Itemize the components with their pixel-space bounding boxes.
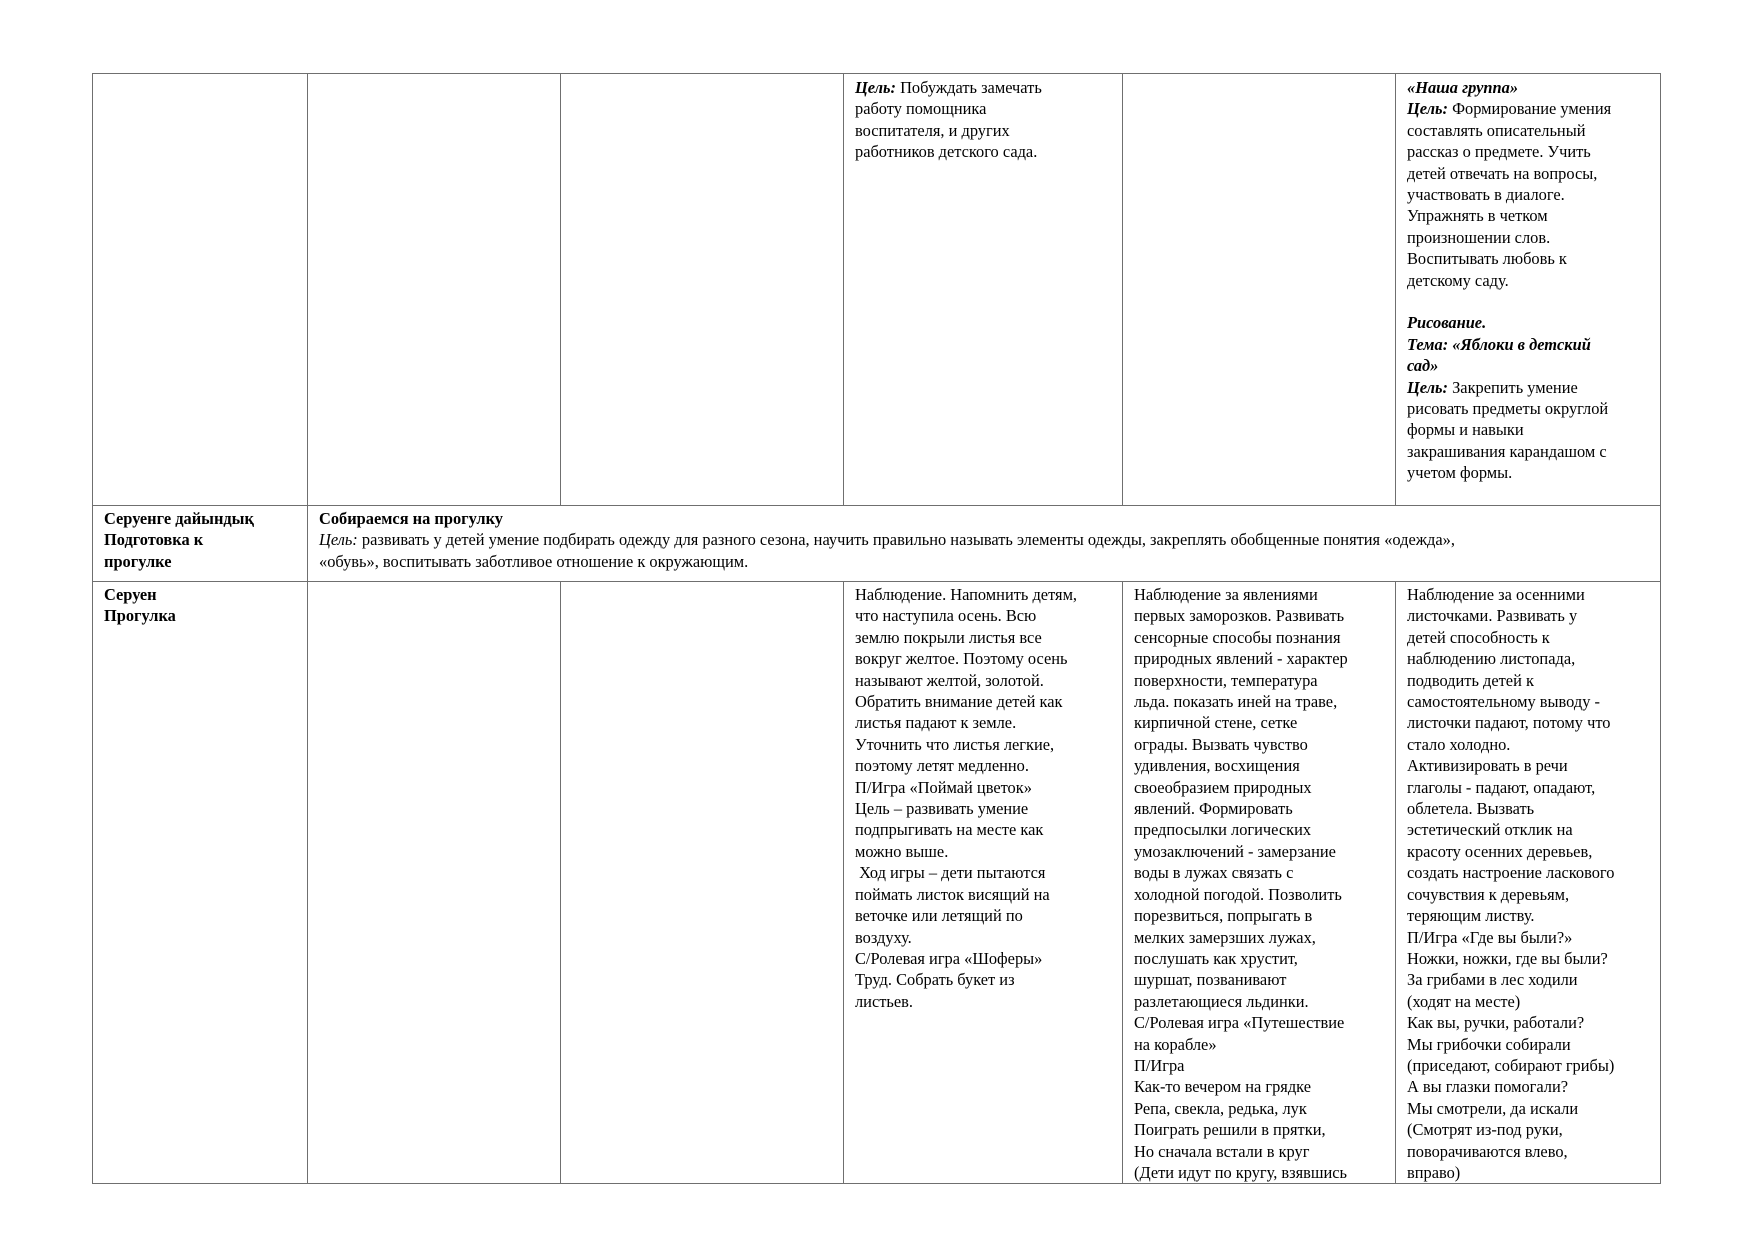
walk-text-line: П/Игра — [1134, 1055, 1185, 1075]
walk-text-line: Наблюдение за явлениями — [1134, 585, 1318, 604]
walk-text-line: П/Игра «Поймай цветок» — [855, 777, 1032, 797]
goal-line: работников детского сада. — [855, 142, 1038, 162]
walk-text-line: Активизировать в речи — [1407, 756, 1568, 776]
walk-text-line: льда. показать иней на траве, — [1134, 692, 1338, 712]
walk-text-line: Уточнить что листья легкие, — [855, 734, 1055, 754]
goal-line: учетом формы. — [1407, 463, 1513, 483]
walk-text-line: Труд. Собрать букет из — [855, 970, 1015, 990]
row-label-line: Подготовка к — [104, 530, 204, 550]
drawing-title: Рисование. — [1407, 313, 1487, 333]
walk-text-line: листочки падают, потому что — [1407, 713, 1611, 733]
walk-text-line: Но сначала встали в круг — [1134, 1141, 1310, 1161]
walk-text-line: За грибами в лес ходили — [1407, 970, 1578, 990]
row-label-line: Серуенге дайындық — [104, 509, 254, 528]
walk-text-line: поворачиваются влево, — [1407, 1141, 1568, 1161]
walk-text-line: поверхности, температура — [1134, 670, 1318, 690]
walk-text-line: Ход игры – дети пытаются — [855, 863, 1046, 883]
walk-text-line: землю покрыли листья все — [855, 627, 1042, 647]
goal-line: Упражнять в четком — [1407, 206, 1548, 226]
goal-line: детскому саду. — [1407, 270, 1509, 290]
walk-row-col2-cell — [307, 581, 561, 1184]
walk-text-line: красоту осенних деревьев, — [1407, 841, 1593, 861]
walk-text-line: можно выше. — [855, 841, 949, 861]
walk-text-line: наблюдению листопада, — [1407, 649, 1576, 669]
walk-text-line: (приседают, собирают грибы) — [1407, 1055, 1615, 1075]
walk-row-col6-cell — [1395, 581, 1661, 1184]
walk-text-line: (Смотрят из-под руки, — [1407, 1120, 1563, 1140]
walk-text-line: листочками. Развивать у — [1407, 606, 1578, 626]
walk-text-line: Репа, свекла, редька, лук — [1134, 1098, 1307, 1118]
walk-text-line: (Дети идут по кругу, взявшись — [1134, 1162, 1348, 1182]
goal-line: Закрепить умение — [1452, 377, 1578, 397]
walk-text-line: называют желтой, золотой. — [855, 670, 1044, 690]
goal-line: работу помощника — [855, 99, 987, 119]
walk-text-line: эстетический отклик на — [1407, 820, 1573, 840]
walk-row-col4-cell — [843, 581, 1123, 1184]
walk-text-line: Мы грибочки собирали — [1407, 1034, 1571, 1054]
walk-text-line: самостоятельному выводу - — [1407, 692, 1600, 712]
row-label-line: Прогулка — [104, 606, 176, 626]
prep-row-label-cell — [92, 505, 308, 582]
top-row-col4-cell — [843, 73, 1123, 506]
walk-text-line: шуршат, позванивают — [1134, 970, 1287, 990]
walk-text-line: стало холодно. — [1407, 734, 1511, 754]
goal-line: воспитателя, и других — [855, 120, 1010, 140]
goal-line: рассказ о предмете. Учить — [1407, 142, 1591, 162]
goal-line: Побуждать замечать — [900, 78, 1042, 97]
goal-label: Цель: — [855, 78, 896, 97]
walk-text-line: Мы смотрели, да искали — [1407, 1098, 1579, 1118]
goal-label: Цель: — [1407, 377, 1448, 397]
walk-text-line: первых заморозков. Развивать — [1134, 606, 1345, 626]
walk-text-line: разлетающиеся льдинки. — [1134, 991, 1309, 1011]
prep-title: Собираемся на прогулку — [319, 509, 503, 528]
walk-text-line: Цель – развивать умение — [855, 799, 1029, 819]
walk-text-line: порезвиться, попрыгать в — [1134, 906, 1313, 926]
goal-line: составлять описательный — [1407, 120, 1586, 140]
goal-line: произношении слов. — [1407, 227, 1551, 247]
walk-text-line: создать настроение ласкового — [1407, 863, 1615, 883]
walk-text-line: на корабле» — [1134, 1034, 1217, 1054]
goal-line: Воспитывать любовь к — [1407, 249, 1567, 269]
goal-text: «обувь», воспитывать заботливое отношение к окружающим. — [319, 551, 749, 571]
walk-text-line: Наблюдение за осенними — [1407, 585, 1585, 604]
walk-row-col3-cell — [560, 581, 844, 1184]
walk-text-line: (ходят на месте) — [1407, 991, 1521, 1011]
spacer — [1407, 291, 1650, 312]
walk-text-line: что наступила осень. Всю — [855, 606, 1037, 626]
walk-text-line: мелких замерзших лужах, — [1134, 927, 1316, 947]
walk-text-line: глаголы - падают, опадают, — [1407, 777, 1596, 797]
walk-row-label-cell — [92, 581, 308, 1184]
walk-text-line: ограды. Вызвать чувство — [1134, 734, 1308, 754]
walk-text-line: Ножки, ножки, где вы были? — [1407, 948, 1608, 968]
goal-line: закрашивания карандашом с — [1407, 441, 1607, 461]
walk-text-line: листьев. — [855, 991, 913, 1011]
walk-text-line: листья падают к земле. — [855, 713, 1017, 733]
walk-text-line: кирпичной стене, сетке — [1134, 713, 1298, 733]
walk-text-line: подводить детей к — [1407, 670, 1534, 690]
walk-text-line: послушать как хрустит, — [1134, 948, 1298, 968]
walk-text-line: А вы глазки помогали? — [1407, 1077, 1569, 1097]
walk-text-line: сенсорные способы познания — [1134, 627, 1341, 647]
walk-text-line: вправо) — [1407, 1162, 1461, 1182]
top-row-col1-cell — [92, 73, 308, 506]
walk-text-line: Как-то вечером на грядке — [1134, 1077, 1311, 1097]
walk-text-line: воздуху. — [855, 927, 912, 947]
theme-line: Тема: «Яблоки в детский — [1407, 334, 1591, 354]
walk-text-line: Как вы, ручки, работали? — [1407, 1013, 1585, 1033]
walk-text-line: подпрыгивать на месте как — [855, 820, 1044, 840]
walk-text-line: воды в лужах связать с — [1134, 863, 1294, 883]
top-row-col3-cell — [560, 73, 844, 506]
goal-label: Цель: — [319, 530, 358, 550]
row-label-line: прогулке — [104, 551, 172, 571]
goal-label: Цель: — [1407, 99, 1448, 119]
walk-text-line: Наблюдение. Напомнить детям, — [855, 585, 1078, 604]
walk-text-line: Поиграть решили в прятки, — [1134, 1120, 1326, 1140]
walk-text-line: сочувствия к деревьям, — [1407, 884, 1570, 904]
top-row-col2-cell — [307, 73, 561, 506]
row-label-line: Серуен — [104, 585, 157, 604]
walk-row-col5-cell — [1122, 581, 1396, 1184]
walk-text-line: Обратить внимание детей как — [855, 692, 1063, 712]
walk-text-line: П/Игра «Где вы были?» — [1407, 927, 1573, 947]
walk-text-line: своеобразием природных — [1134, 777, 1312, 797]
goal-line: детей отвечать на вопросы, — [1407, 163, 1598, 183]
top-row-col5-cell — [1122, 73, 1396, 506]
goal-line: участвовать в диалоге. — [1407, 185, 1565, 205]
walk-text-line: поймать листок висящий на — [855, 884, 1050, 904]
walk-text-line: облетела. Вызвать — [1407, 799, 1535, 819]
walk-text-line: С/Ролевая игра «Путешествие — [1134, 1013, 1345, 1033]
goal-line: формы и навыки — [1407, 420, 1524, 440]
walk-text-line: вокруг желтое. Поэтому осень — [855, 649, 1068, 669]
walk-text-line: удивления, восхищения — [1134, 756, 1300, 776]
walk-text-line: холодной погодой. Позволить — [1134, 884, 1342, 904]
walk-text-line: теряющим листву. — [1407, 906, 1535, 926]
top-row-col6-cell — [1395, 73, 1661, 506]
walk-text-line: С/Ролевая игра «Шоферы» — [855, 948, 1043, 968]
theme-line: сад» — [1407, 356, 1439, 376]
walk-text-line: предпосылки логических — [1134, 820, 1312, 840]
goal-line: рисовать предметы округлой — [1407, 399, 1609, 419]
walk-text-line: поэтому летят медленно. — [855, 756, 1029, 776]
walk-text-line: детей способность к — [1407, 627, 1550, 647]
activity-title: «Наша группа» — [1407, 78, 1519, 97]
walk-text-line: веточке или летящий по — [855, 906, 1023, 926]
goal-text: развивать у детей умение подбирать одежду для разного сезона, научить правильно называть элементы одежды, закреплять обобщенные понятия «одежда», — [361, 530, 1455, 550]
prep-row-content-cell — [307, 505, 1661, 582]
goal-line: Формирование умения — [1452, 99, 1612, 119]
walk-text-line: природных явлений - характер — [1134, 649, 1348, 669]
walk-text-line: явлений. Формировать — [1134, 799, 1293, 819]
walk-text-line: умозаключений - замерзание — [1134, 841, 1336, 861]
